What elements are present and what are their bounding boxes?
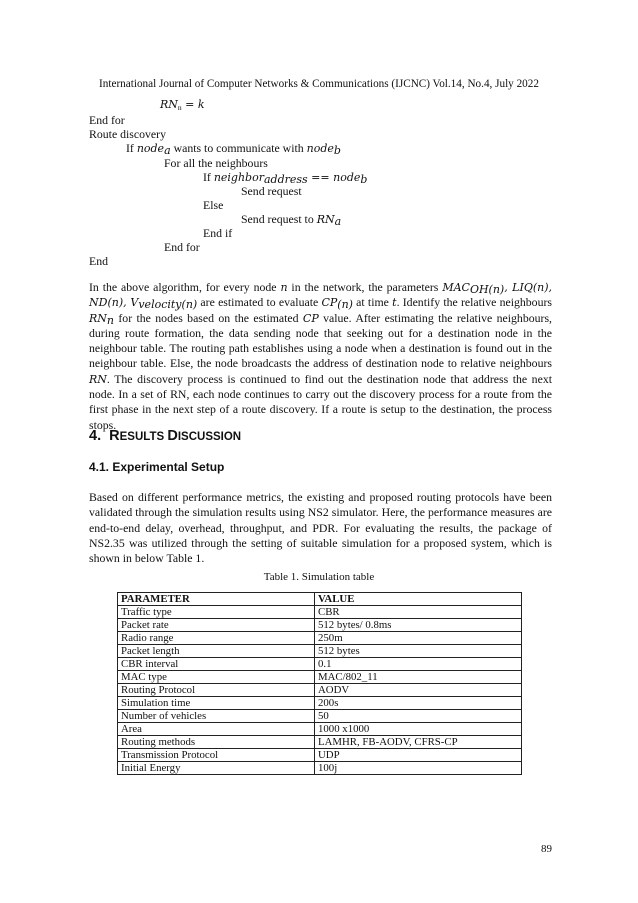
table-cell-parameter: Routing methods [118, 736, 315, 749]
experimental-setup-paragraph: Based on different performance metrics, the existing and proposed routing protocols have been validated through the simulation results using NS2 simulator. Here, the performance measures are end-to-end delay, overhead, throughput, and PDR. For evaluating the results, the package of NS2.35 was utilized through the setting of suitable simulation for a proposed system, which is shown in below Table 1. [89, 490, 552, 566]
table-cell-value: UDP [315, 749, 522, 762]
table-cell-parameter: Transmission Protocol [118, 749, 315, 762]
table-row [118, 619, 522, 632]
section-heading: 4. RESULTS DISCUSSION [89, 428, 242, 444]
table-cell-value: MAC/802_11 [315, 671, 522, 684]
table-cell-value: 250m [315, 632, 522, 645]
table-row [118, 749, 522, 762]
algo-rn-assign: $RN_n = k$ [160, 98, 205, 112]
table-header-row [118, 593, 522, 606]
table-cell-parameter: Simulation time [118, 697, 315, 710]
table-cell-parameter: Initial Energy [118, 762, 315, 775]
table-cell-value: 50 [315, 710, 522, 723]
table-row [118, 606, 522, 619]
algo-route-discovery: Route discovery [89, 127, 166, 141]
algo-end: End [89, 254, 109, 268]
page-number: 89 [541, 843, 552, 855]
table-header-parameter: PARAMETER [118, 593, 315, 606]
algorithm-explanation-paragraph: In the above algorithm, for every node n in the network, the parameters $MAC_{OH(n)}$, LIQ(n), ND(n), $V_{velocity(n)}$ are estimated to evaluate $CP_{(n)}$ at time t. Identify the relative neighbours $RN_n$ for the nodes based on the estimated CP value. After estimating the relative neighbours, during route formation, the data sending node that seeking out for a destination node in the neighbour table. The routing path establishes using a node when a destination is found out in the neighbour table. Else, the node broadcasts the address of destination node to relative neighbours RN. The discovery process is continued to find out the destination node that address the next node. In a set of RN, each node continues to carry out the discovery process for a route from the first phase in the next step of a route discovery. If a route is setup to the destination, the process stops. [89, 280, 552, 432]
table-row [118, 658, 522, 671]
table-cell-parameter: Packet rate [118, 619, 315, 632]
table-cell-parameter: Traffic type [118, 606, 315, 619]
table-cell-value: 200s [315, 697, 522, 710]
algo-send-request-to: Send request to $RN_a$ [241, 212, 342, 228]
table-cell-parameter: MAC type [118, 671, 315, 684]
table-cell-parameter: Radio range [118, 632, 315, 645]
table-header-value: VALUE [315, 593, 522, 606]
algo-send-request: Send request [241, 184, 302, 198]
table-cell-value: 0.1 [315, 658, 522, 671]
table-cell-value: 512 bytes/ 0.8ms [315, 619, 522, 632]
table-cell-value: AODV [315, 684, 522, 697]
simulation-table [117, 592, 522, 775]
algo-end-if: End if [203, 226, 233, 240]
table-cell-parameter: Packet length [118, 645, 315, 658]
table-cell-parameter: Number of vehicles [118, 710, 315, 723]
table-cell-value: 512 bytes [315, 645, 522, 658]
table-caption: Table 1. Simulation table [263, 571, 375, 583]
table-row [118, 632, 522, 645]
table-row [118, 723, 522, 736]
table-cell-value: LAMHR, FB-AODV, CFRS-CP [315, 736, 522, 749]
table-cell-parameter: Area [118, 723, 315, 736]
algo-if-neighbor: If neighbor$_{address}$ == node$_b$ [203, 170, 368, 186]
table-cell-parameter: CBR interval [118, 658, 315, 671]
table-row [118, 710, 522, 723]
table-row [118, 697, 522, 710]
journal-header: International Journal of Computer Networks & Communications (IJCNC) Vol.14, No.4, July 2022 [99, 78, 539, 90]
table-row [118, 671, 522, 684]
subsection-heading: 4.1. Experimental Setup [89, 460, 225, 474]
table-cell-value: 100j [315, 762, 522, 775]
algo-for-all: For all the neighbours [164, 156, 268, 170]
algo-if-node-a: If node$_a$ wants to communicate with node$_b$ [126, 141, 341, 157]
table-row [118, 684, 522, 697]
algo-else: Else [203, 198, 224, 212]
table-row [118, 645, 522, 658]
table-row [118, 736, 522, 749]
table-cell-parameter: Routing Protocol [118, 684, 315, 697]
table-cell-value: CBR [315, 606, 522, 619]
table-row [118, 762, 522, 775]
algo-end-for-2: End for [164, 240, 200, 254]
algo-end-for-1: End for [89, 113, 125, 127]
table-cell-value: 1000 x1000 [315, 723, 522, 736]
